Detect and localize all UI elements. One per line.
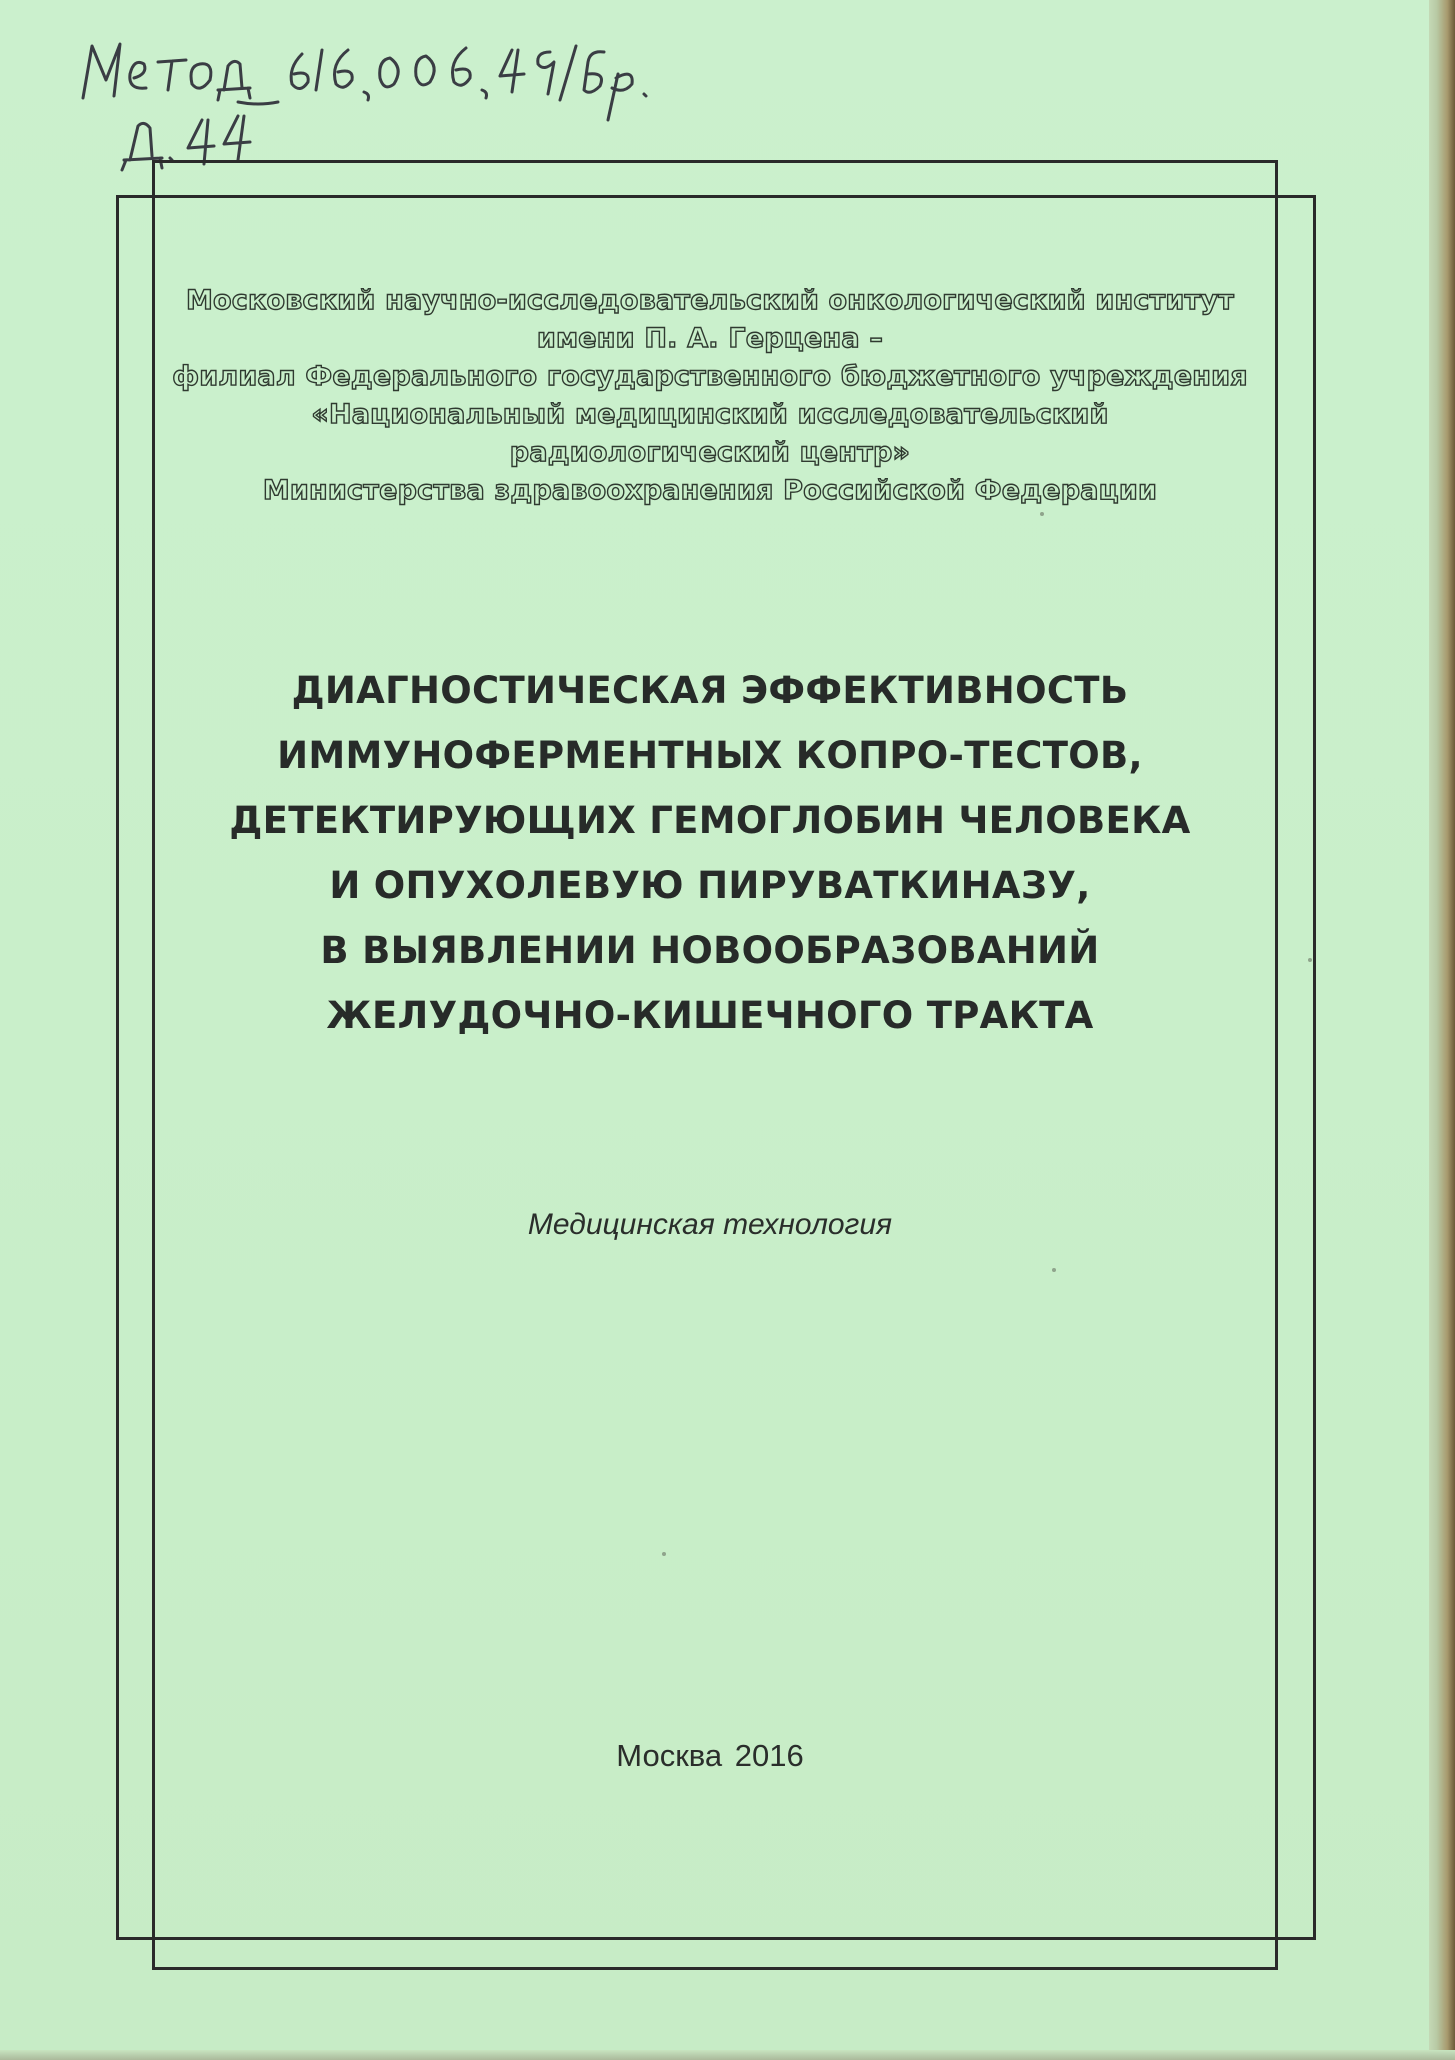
institution-line: филиал Федерального государственного бюджетного учреждения	[172, 361, 1248, 392]
scan-speck	[1040, 512, 1044, 516]
scan-edge-bottom	[0, 2050, 1455, 2060]
title-line: И ОПУХОЛЕВУЮ ПИРУВАТКИНАЗУ,	[329, 864, 1091, 907]
scan-speck	[1052, 1268, 1056, 1272]
title-line: ДЕТЕКТИРУЮЩИХ ГЕМОГЛОБИН ЧЕЛОВЕКА	[229, 799, 1191, 842]
document-title	[130, 658, 1290, 1048]
handwritten-shelfmark	[78, 28, 778, 178]
institution-line: Министерства здравоохранения Российской Федерации	[262, 475, 1158, 506]
scan-edge	[1429, 0, 1455, 2060]
institution-line: «Национальный медицинский исследовательский	[311, 399, 1109, 430]
title-line: ДИАГНОСТИЧЕСКАЯ ЭФФЕКТИВНОСТЬ	[291, 669, 1129, 712]
title-line: ИММУНОФЕРМЕНТНЫХ КОПРО-ТЕСТОВ,	[277, 734, 1143, 777]
year: 2016	[734, 1738, 804, 1773]
title-line: В ВЫЯВЛЕНИИ НОВООБРАЗОВАНИЙ	[320, 929, 1100, 972]
institution-block	[130, 282, 1290, 510]
scan-speck	[662, 1552, 666, 1556]
document-subtitle: Медицинская технология	[527, 1208, 893, 1241]
institution-line: Московский научно-исследовательский онкологический институт	[185, 285, 1235, 316]
scan-speck	[1308, 958, 1312, 962]
institution-line: радиологический центр»	[509, 437, 911, 468]
title-line: ЖЕЛУДОЧНО-КИШЕЧНОГО ТРАКТА	[326, 994, 1094, 1037]
place-and-year	[130, 1738, 1290, 1774]
institution-line: имени П. А. Герцена –	[536, 323, 884, 354]
place: Москва	[616, 1738, 723, 1773]
